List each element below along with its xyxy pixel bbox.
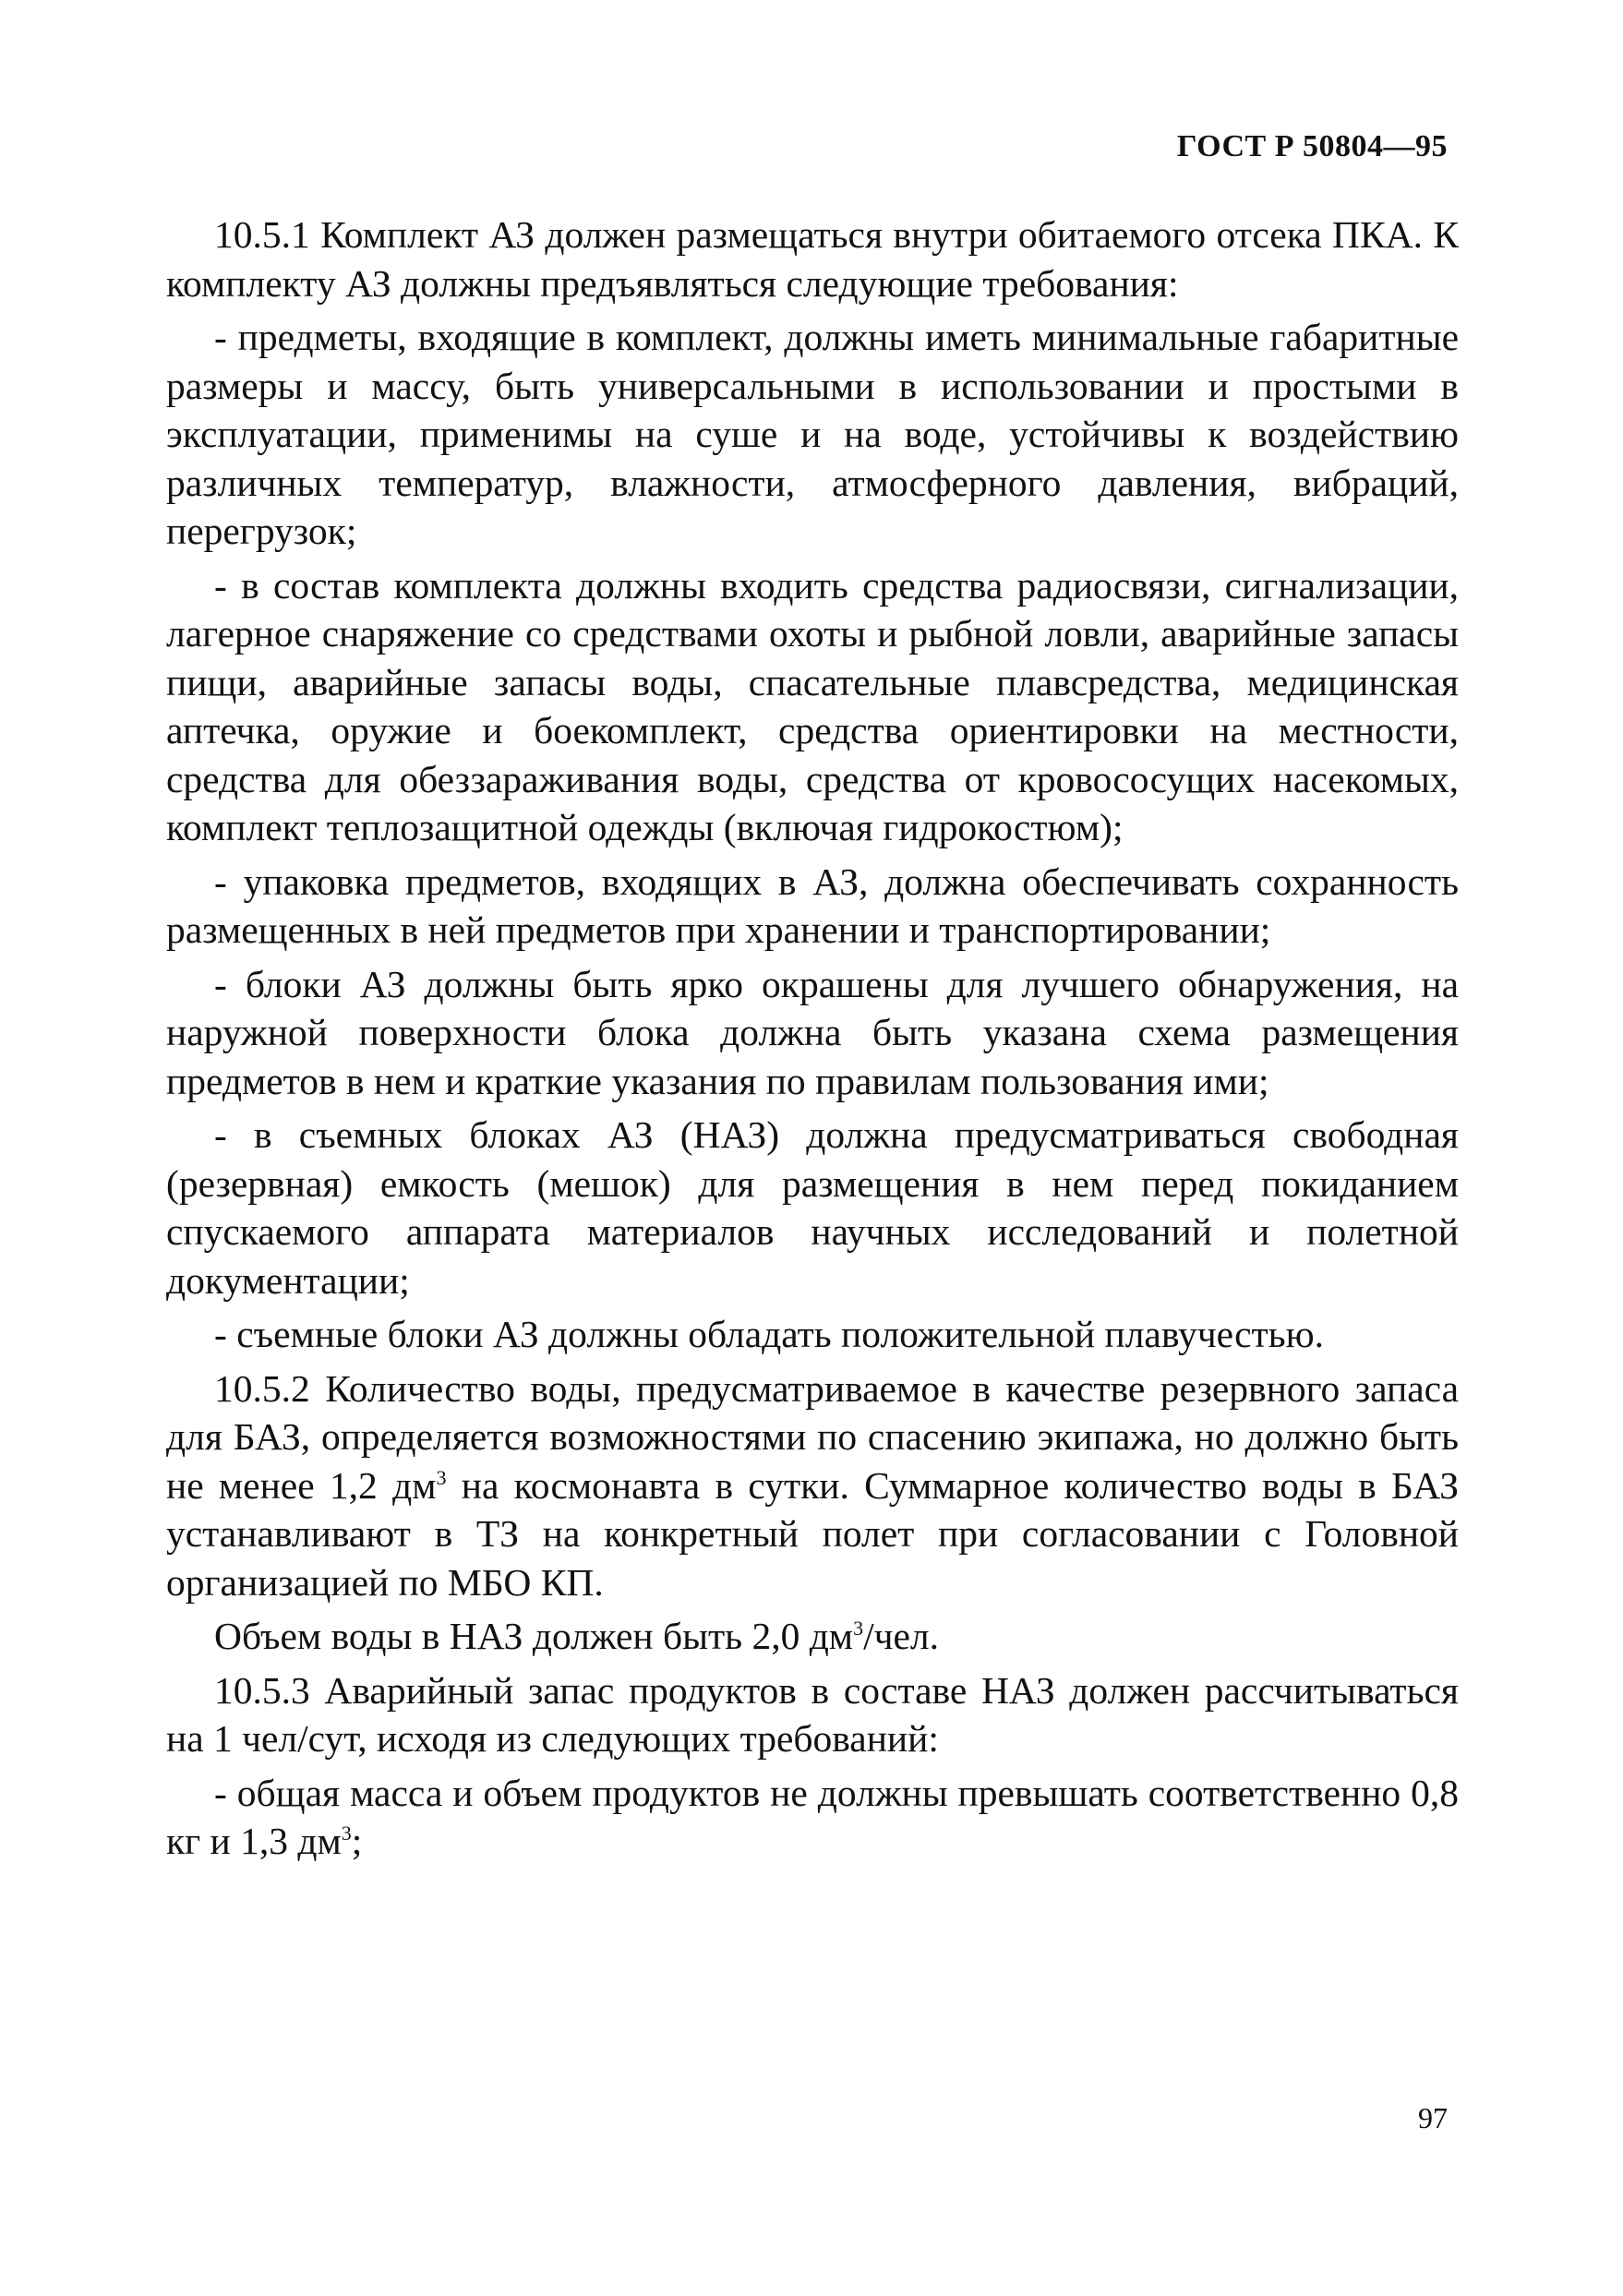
requirement-item-mass-volume bbox=[166, 1769, 1459, 1866]
naz-water-text-a: Объем воды в НАЗ должен быть 2,0 дм bbox=[214, 1615, 854, 1657]
document-body bbox=[166, 210, 1459, 1871]
requirement-item-coloring: - блоки АЗ должны быть ярко окрашены для лучшего обнаружения, на наружной поверхности блока должна быть указана схема размещения предметов в нем и краткие указания по правилам пользования ими; bbox=[166, 962, 1459, 1102]
requirement-item-packaging: - упаковка предметов, входящих в АЗ, должна обеспечивать сохранность размещенных в ней предметов при хранении и транспортировании; bbox=[166, 859, 1459, 951]
requirement-item-reserve-capacity: - в съемных блоках АЗ (НАЗ) должна предусматриваться свободная (резервная) емкость (мешок) для размещения в нем перед покиданием спускаемого аппарата материалов научных исследований и полетной документации; bbox=[166, 1113, 1459, 1302]
page-number: 97 bbox=[1418, 2101, 1448, 2134]
requirement-item-composition: - в состав комплекта должны входить средства радиосвязи, сигнализации, лагерное снаряжение со средствами охоты и рыбной ловли, аварийные запасы пищи, аварийные запасы воды, спасательные плавсредства, медицинская аптечка, оружие и боекомплект, средства ориентировки на местности, средства для обеззараживания воды, средства от кровососущих насекомых, комплект теплозащитной одежды (включая гидрокостюм); bbox=[166, 563, 1459, 848]
requirement-item-dimensions: - предметы, входящие в комплект, должны иметь минимальные габаритные размеры и массу, быть универсальными в использовании и простыми в эксплуатации, применимы на суше и на воде, устойчивы к воздействию различных температур, влажности, атмосферного давления, вибраций, перегрузок; bbox=[166, 316, 1459, 552]
paragraph-10-5-2-text-a: 10.5.2 Количество воды, предусматриваемое в качестве резервного запаса для БАЗ, определяется возможностями по спасению экипажа, но должно быть не менее 1,2 дм bbox=[166, 1366, 1459, 1507]
paragraph-10-5-1: 10.5.1 Комплект АЗ должен размещаться внутри обитаемого отсека ПКА. К комплекту АЗ должны предъявляться следующие требования: bbox=[166, 213, 1459, 305]
paragraph-naz-water-volume bbox=[166, 1612, 1459, 1661]
cubic-superscript: 3 bbox=[853, 1617, 864, 1641]
requirement-item-buoyancy: - съемные блоки АЗ должны обладать положительной плавучестью. bbox=[214, 1313, 1324, 1355]
cubic-superscript: 3 bbox=[341, 1821, 352, 1845]
cubic-superscript: 3 bbox=[436, 1465, 447, 1489]
naz-water-text-b: /чел. bbox=[863, 1615, 939, 1657]
paragraph-10-5-2-text-b: на космонавта в сутки. Суммарное количество воды в БАЗ устанавливают в ТЗ на конкретный полет при согласовании с Головной организацией по МБО КП. bbox=[166, 1463, 1459, 1604]
mass-volume-text-a: - общая масса и объем продуктов не должны превышать соответственно 0,8 кг и 1,3 дм bbox=[166, 1771, 1459, 1862]
standard-header: ГОСТ Р 50804—95 bbox=[1176, 129, 1448, 163]
paragraph-10-5-3: 10.5.3 Аварийный запас продуктов в составе НАЗ должен рассчитываться на 1 чел/сут, исходя из следующих требований: bbox=[166, 1668, 1459, 1760]
mass-volume-text-b: ; bbox=[351, 1820, 363, 1862]
paragraph-10-5-2 bbox=[166, 1364, 1459, 1607]
